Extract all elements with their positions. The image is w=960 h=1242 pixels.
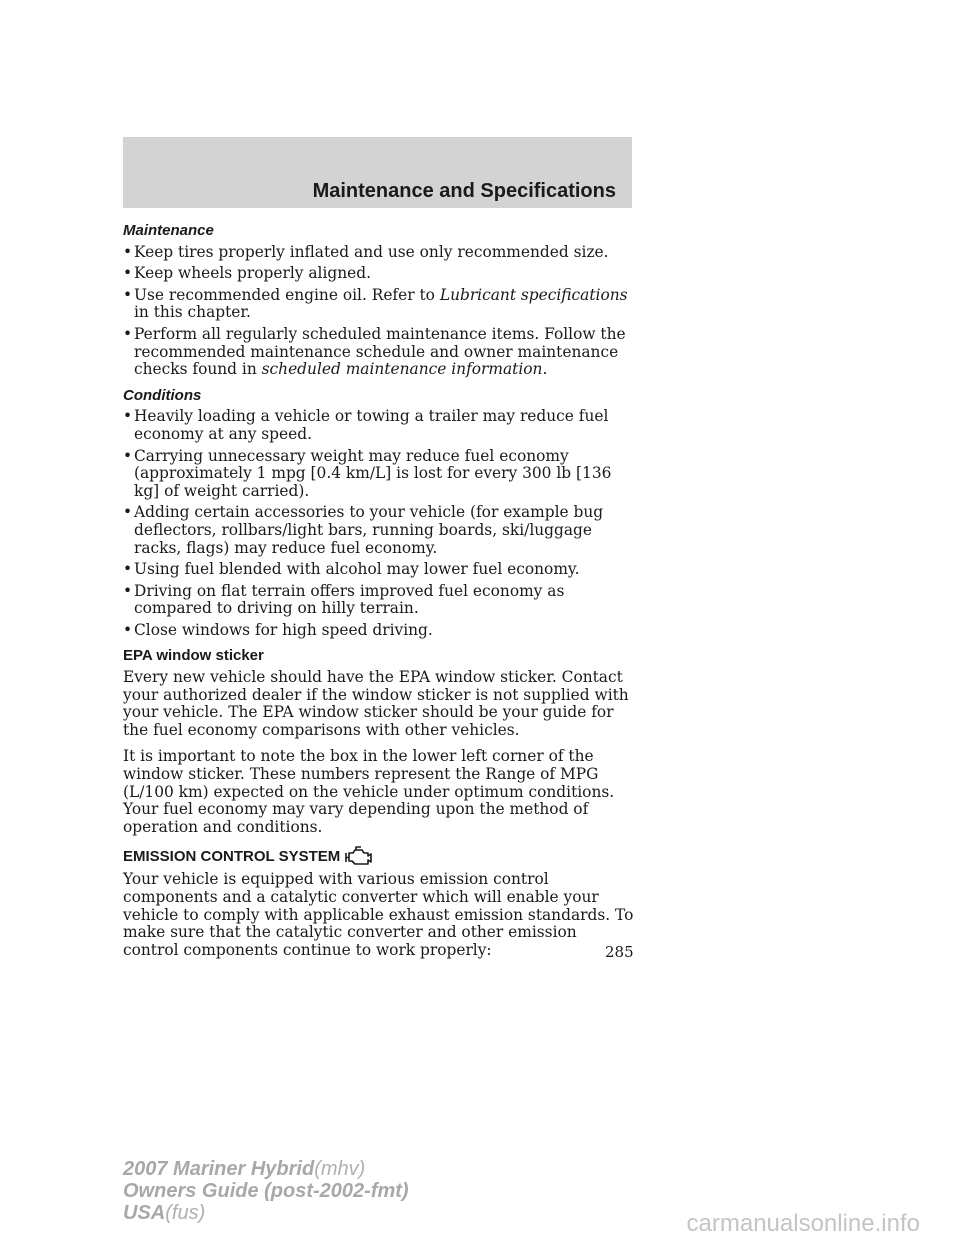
list-item: • Adding certain accessories to your vehicle (for example bug deflectors, rollbars/light bars, running boards, ski/luggage racks, flags) may reduce fuel economy.: [123, 503, 604, 557]
cross-reference: scheduled maintenance information: [261, 360, 543, 379]
bullet-icon: •: [123, 285, 133, 304]
bullet-icon: •: [123, 581, 133, 600]
watermark: carmanualsonline.info: [686, 1210, 920, 1237]
maintenance-list: [123, 244, 635, 379]
footer-line-1: 2007 Mariner Hybrid(mhv): [123, 1158, 366, 1180]
list-item: • Perform all regularly scheduled maintenance items. Follow the recommended maintenance schedule and owner maintenance checks found in scheduled maintenance information.: [123, 324, 626, 379]
epa-paragraph-1: Every new vehicle should have the EPA window sticker. Contact your authorized dealer if the window sticker is not supplied with your vehicle. The EPA window sticker should be your guide for the fuel economy comparisons with other vehicles.: [123, 668, 629, 739]
list-item: • Close windows for high speed driving.: [123, 620, 433, 639]
bullet-icon: •: [123, 264, 133, 283]
emission-heading: EMISSION CONTROL SYSTEM: [123, 847, 341, 865]
bullet-icon: •: [123, 242, 133, 261]
list-item: • Keep wheels properly aligned.: [123, 264, 371, 283]
list-item: • Keep tires properly inflated and use only recommended size.: [123, 242, 609, 261]
bullet-icon: •: [123, 503, 133, 522]
bullet-icon: •: [123, 407, 133, 426]
conditions-list: [123, 408, 635, 639]
page-number: 285: [605, 943, 634, 961]
section-header-band: [123, 137, 632, 208]
engine-icon: [344, 845, 374, 867]
bullet-icon: •: [123, 446, 133, 465]
bullet-icon: •: [123, 620, 133, 639]
conditions-heading: Conditions: [123, 386, 202, 404]
epa-heading: EPA window sticker: [123, 647, 264, 665]
list-item: • Using fuel blended with alcohol may lower fuel economy.: [123, 560, 580, 579]
bullet-icon: •: [123, 324, 133, 343]
bullet-icon: •: [123, 560, 133, 579]
list-item: • Driving on flat terrain offers improved fuel economy as compared to driving on hilly terrain.: [123, 581, 565, 618]
emission-heading-row: [123, 845, 635, 867]
document-footer: [123, 1158, 409, 1224]
emission-paragraph: Your vehicle is equipped with various emission control components and a catalytic converter which will enable your vehicle to comply with applicable exhaust emission standards. To make sure that the catalytic converter and other emission control components continue to work properly:: [123, 870, 634, 959]
list-item: • Carrying unnecessary weight may reduce fuel economy (approximately 1 mpg [0.4 km/L] is lost for every 300 lb [136 kg] of weight carried).: [123, 446, 612, 500]
page-content: [123, 222, 635, 968]
epa-paragraph-2: It is important to note the box in the lower left corner of the window sticker. These numbers represent the Range of MPG (L/100 km) expected on the vehicle under optimum conditions. Your fuel economy may vary depending upon the method of operation and conditions.: [123, 747, 615, 836]
list-item: • Use recommended engine oil. Refer to Lubricant specifications in this chapter.: [123, 285, 628, 322]
footer-line-2: Owners Guide (post-2002-fmt): [123, 1180, 409, 1202]
list-item: • Heavily loading a vehicle or towing a trailer may reduce fuel economy at any speed.: [123, 407, 609, 443]
section-title: Maintenance and Specifications: [312, 180, 616, 202]
maintenance-heading: Maintenance: [123, 222, 214, 239]
cross-reference: Lubricant specifications: [439, 285, 628, 304]
footer-line-3: USA(fus): [123, 1202, 206, 1224]
